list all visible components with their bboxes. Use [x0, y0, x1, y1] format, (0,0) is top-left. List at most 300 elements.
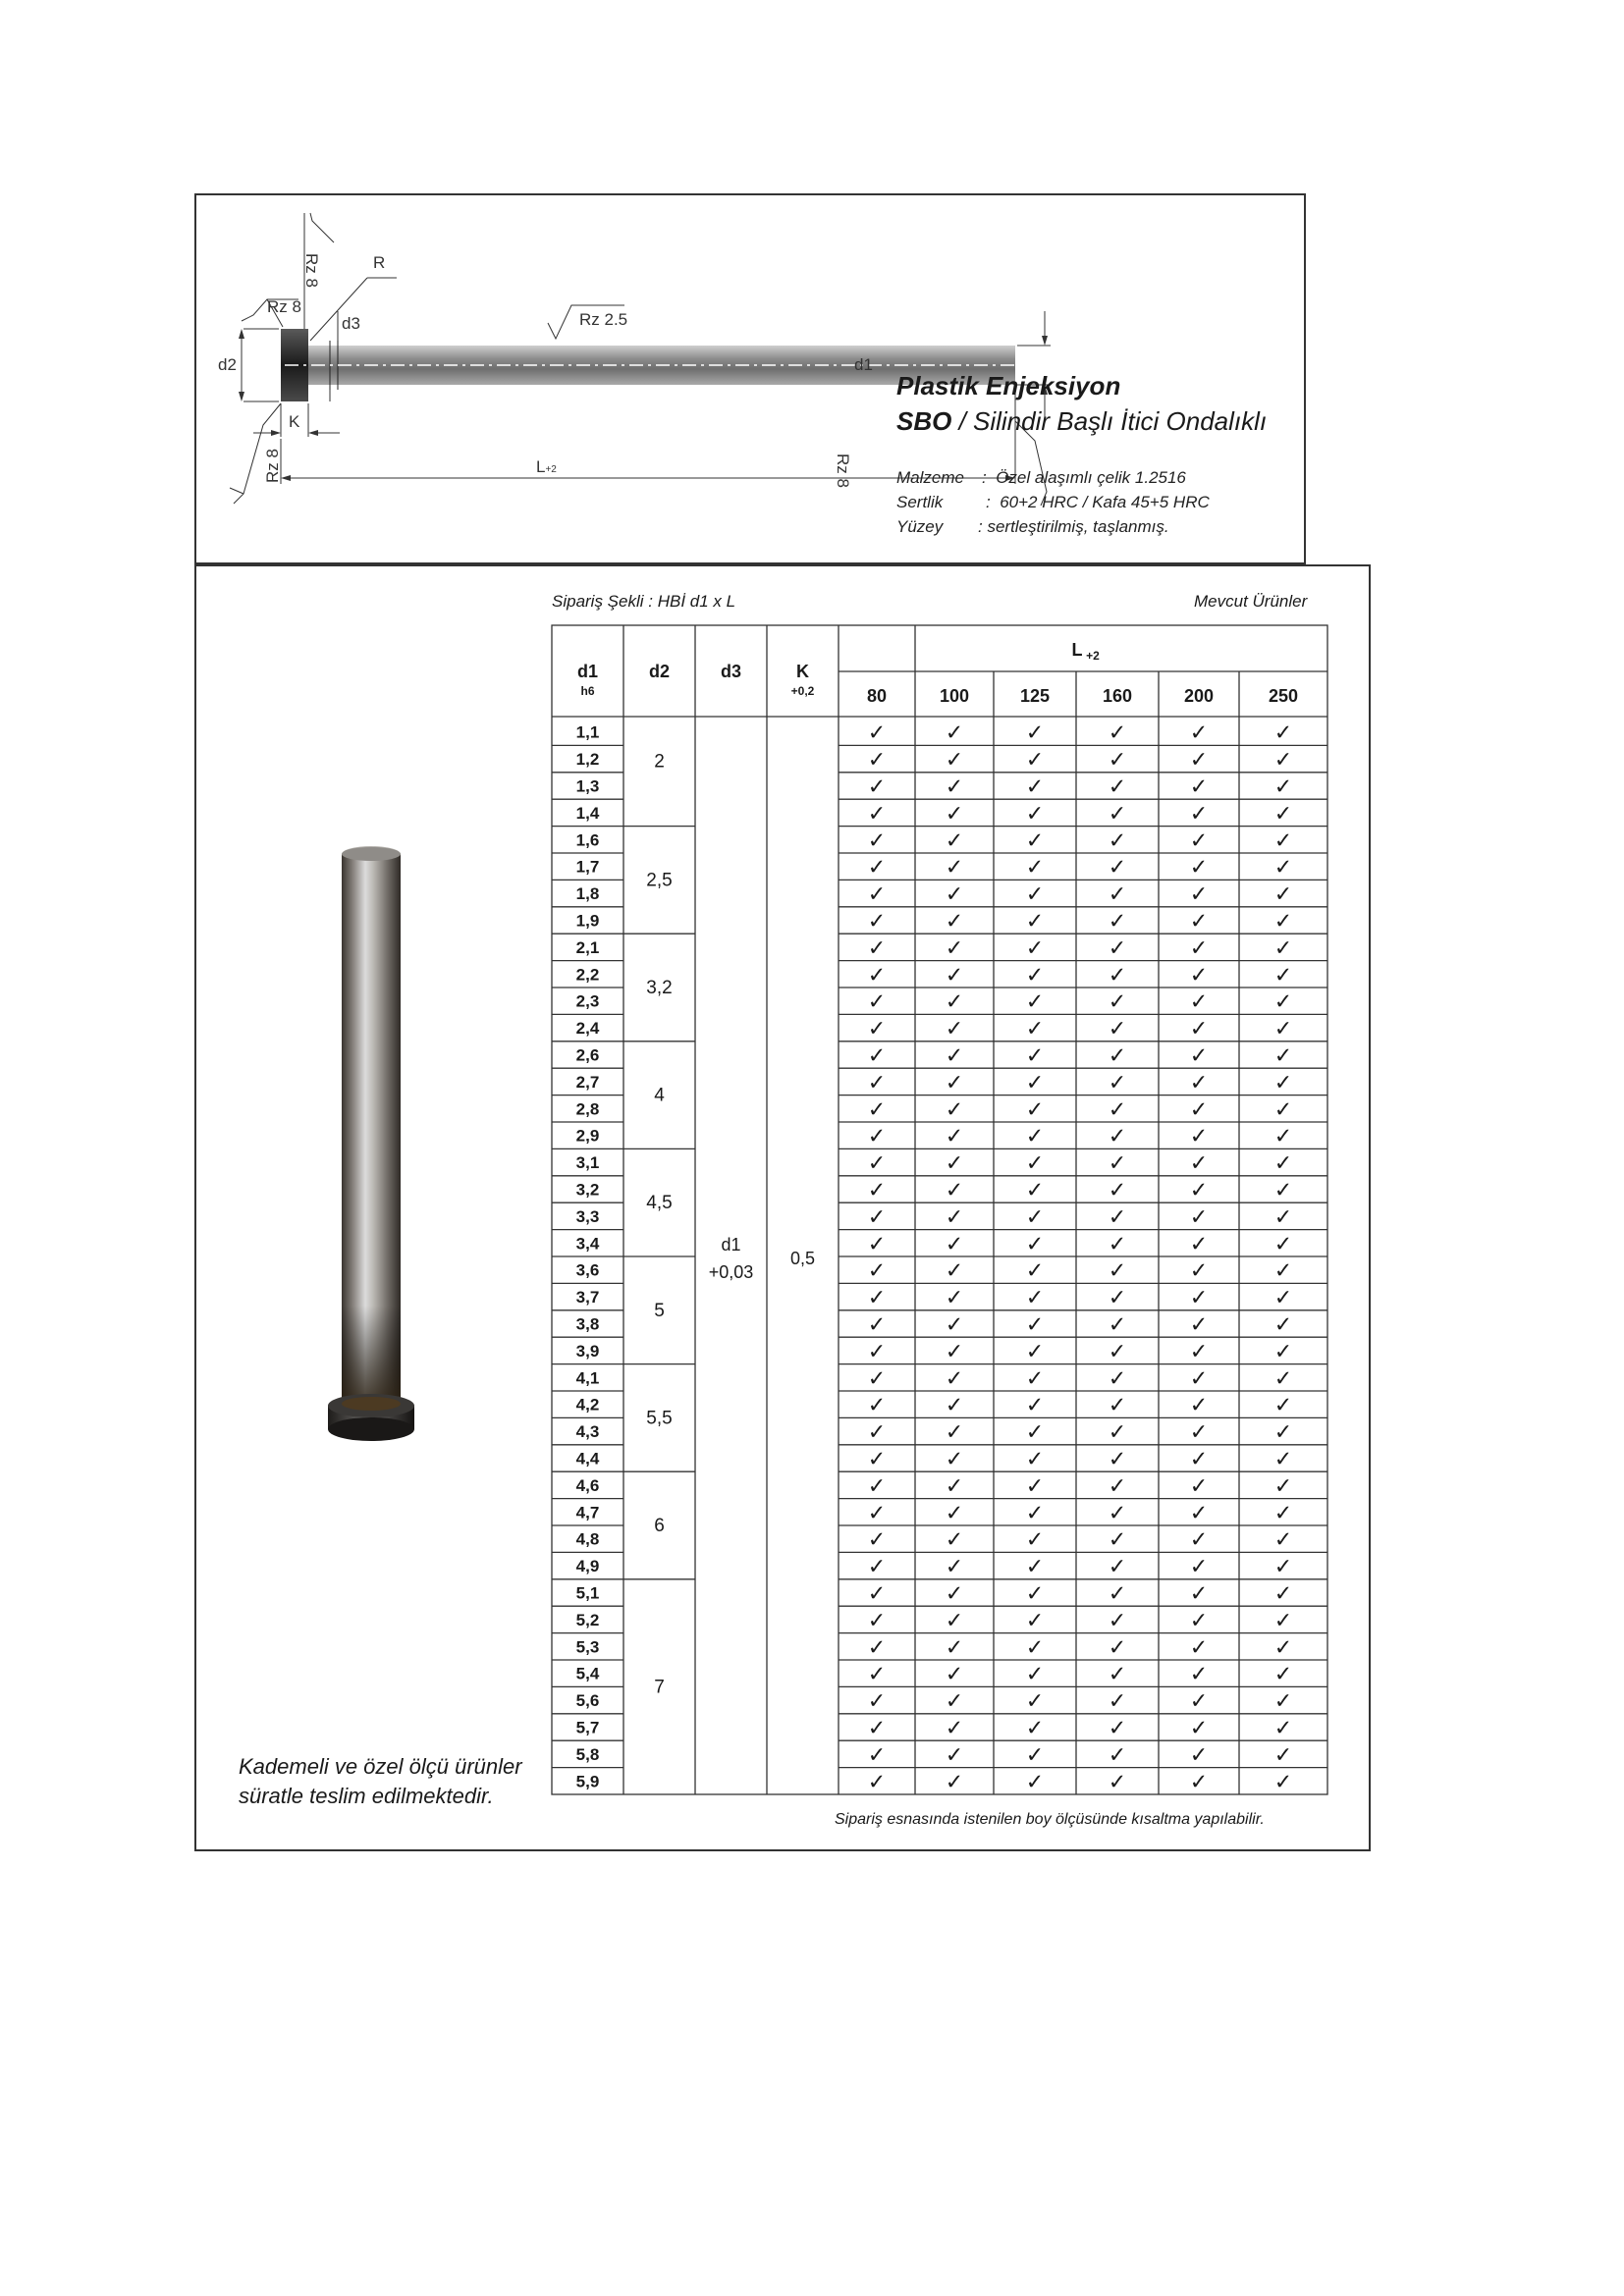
d1-value: 2,6 — [575, 1045, 600, 1065]
availability-check: ✓ — [1273, 1257, 1293, 1283]
availability-check: ✓ — [1025, 988, 1045, 1014]
d3-label: d3 — [342, 314, 360, 333]
availability-check: ✓ — [945, 1500, 964, 1525]
availability-check: ✓ — [1189, 908, 1209, 934]
product-name: SBO / Silindir Başlı İtici Ondalıklı — [896, 406, 1268, 436]
availability-check: ✓ — [1108, 1203, 1127, 1229]
availability-check: ✓ — [1025, 1526, 1045, 1552]
availability-check: ✓ — [945, 1634, 964, 1660]
availability-check: ✓ — [867, 774, 887, 799]
availability-check: ✓ — [1273, 1580, 1293, 1606]
availability-check: ✓ — [867, 988, 887, 1014]
k-label: K — [289, 412, 300, 431]
availability-check: ✓ — [1273, 1607, 1293, 1632]
availability-check: ✓ — [1189, 1392, 1209, 1417]
availability-check: ✓ — [867, 854, 887, 880]
d1-value: 4,3 — [575, 1422, 600, 1442]
availability-check: ✓ — [867, 1042, 887, 1068]
availability-check: ✓ — [1273, 1096, 1293, 1122]
availability-check: ✓ — [1108, 1419, 1127, 1445]
spec-hardness-label: Sertlik — [896, 493, 944, 511]
d2-value: 3,2 — [646, 978, 673, 998]
d1-value: 4,6 — [575, 1475, 600, 1495]
availability-check: ✓ — [1189, 1688, 1209, 1714]
availability-check: ✓ — [1189, 747, 1209, 773]
availability-check: ✓ — [1108, 1150, 1127, 1176]
availability-check: ✓ — [945, 1203, 964, 1229]
stock-label: Mevcut Ürünler — [1194, 592, 1308, 611]
rz-head-side-label: Rz 8 — [267, 297, 301, 316]
availability-check: ✓ — [867, 1285, 887, 1310]
availability-check: ✓ — [1025, 1392, 1045, 1417]
availability-check: ✓ — [1108, 934, 1127, 960]
availability-check: ✓ — [867, 1150, 887, 1176]
availability-check: ✓ — [945, 1392, 964, 1417]
availability-check: ✓ — [945, 1069, 964, 1095]
d1-value: 3,7 — [575, 1288, 600, 1308]
availability-check: ✓ — [945, 1472, 964, 1498]
availability-check: ✓ — [945, 1016, 964, 1041]
availability-check: ✓ — [1025, 1203, 1045, 1229]
d1-value: 2,9 — [575, 1126, 600, 1146]
spec-surface-value: : sertleştirilmiş, taşlanmış. — [978, 517, 1169, 536]
d2-value: 4 — [654, 1085, 665, 1106]
availability-check: ✓ — [1025, 1177, 1045, 1202]
availability-check: ✓ — [867, 1096, 887, 1122]
availability-check: ✓ — [1273, 908, 1293, 934]
availability-check: ✓ — [1273, 1769, 1293, 1794]
availability-check: ✓ — [945, 1123, 964, 1148]
availability-check: ✓ — [1108, 1580, 1127, 1606]
availability-check: ✓ — [1025, 1741, 1045, 1767]
availability-check: ✓ — [945, 1661, 964, 1686]
availability-check: ✓ — [1108, 1661, 1127, 1686]
availability-check: ✓ — [1189, 828, 1209, 853]
availability-check: ✓ — [1189, 1419, 1209, 1445]
rz-head-bottom-label: Rz 8 — [263, 449, 282, 483]
availability-check: ✓ — [945, 908, 964, 934]
availability-check: ✓ — [867, 1526, 887, 1552]
availability-check: ✓ — [1273, 1150, 1293, 1176]
availability-check: ✓ — [867, 1177, 887, 1202]
availability-check: ✓ — [1273, 1472, 1293, 1498]
availability-check: ✓ — [1189, 1096, 1209, 1122]
availability-check: ✓ — [1273, 1392, 1293, 1417]
availability-check: ✓ — [1025, 774, 1045, 799]
availability-check: ✓ — [867, 934, 887, 960]
availability-check: ✓ — [1108, 828, 1127, 853]
availability-check: ✓ — [1025, 908, 1045, 934]
availability-check: ✓ — [1108, 1365, 1127, 1391]
availability-check: ✓ — [1189, 934, 1209, 960]
availability-check: ✓ — [1108, 1472, 1127, 1498]
availability-check: ✓ — [1189, 854, 1209, 880]
availability-check: ✓ — [1189, 1338, 1209, 1363]
availability-check: ✓ — [1273, 1500, 1293, 1525]
header-length-125: 125 — [1019, 686, 1051, 706]
d1-value: 5,9 — [575, 1772, 600, 1791]
availability-check: ✓ — [945, 1688, 964, 1714]
header-k: K — [796, 662, 809, 681]
header-length-160: 160 — [1102, 686, 1133, 706]
availability-check: ✓ — [1108, 1042, 1127, 1068]
availability-check: ✓ — [1189, 720, 1209, 745]
header-length-200: 200 — [1183, 686, 1215, 706]
availability-check: ✓ — [1273, 1715, 1293, 1740]
availability-check: ✓ — [1025, 934, 1045, 960]
d1-label: d1 — [854, 355, 873, 374]
availability-check: ✓ — [945, 988, 964, 1014]
d1-value: 3,9 — [575, 1341, 600, 1361]
availability-check: ✓ — [1025, 1231, 1045, 1256]
availability-check: ✓ — [1189, 1500, 1209, 1525]
availability-check: ✓ — [1025, 1365, 1045, 1391]
k-value: 0,5 — [789, 1249, 816, 1268]
availability-check: ✓ — [1273, 1203, 1293, 1229]
availability-check: ✓ — [945, 1311, 964, 1337]
availability-check: ✓ — [1189, 1177, 1209, 1202]
header-d1-sub: h6 — [580, 684, 595, 698]
d3-value: d1 — [721, 1235, 741, 1255]
availability-check: ✓ — [867, 1123, 887, 1148]
availability-check: ✓ — [1025, 1580, 1045, 1606]
d1-value: 2,3 — [575, 991, 600, 1011]
availability-check: ✓ — [867, 1392, 887, 1417]
availability-check: ✓ — [945, 1769, 964, 1794]
availability-check: ✓ — [1108, 1526, 1127, 1552]
special-note-line-2: süratle teslim edilmektedir. — [239, 1784, 494, 1808]
availability-check: ✓ — [1108, 1069, 1127, 1095]
radius-label: R — [373, 253, 386, 272]
header-d1: d1 — [576, 662, 599, 681]
availability-check: ✓ — [945, 1150, 964, 1176]
availability-check: ✓ — [1273, 1634, 1293, 1660]
d1-value: 4,7 — [575, 1503, 600, 1522]
availability-check: ✓ — [1108, 1741, 1127, 1767]
d1-value: 3,2 — [575, 1180, 600, 1200]
availability-check: ✓ — [1025, 1123, 1045, 1148]
d1-value: 1,6 — [575, 830, 600, 850]
availability-check: ✓ — [867, 1500, 887, 1525]
d1-value: 1,9 — [575, 911, 600, 931]
d1-value: 5,2 — [575, 1610, 600, 1629]
availability-check: ✓ — [1189, 1016, 1209, 1041]
d1-value: 4,8 — [575, 1529, 600, 1549]
availability-check: ✓ — [867, 962, 887, 988]
availability-check: ✓ — [1108, 1285, 1127, 1310]
d2-value: 7 — [654, 1677, 665, 1698]
availability-check: ✓ — [1025, 1634, 1045, 1660]
availability-check: ✓ — [867, 1769, 887, 1794]
availability-check: ✓ — [1273, 881, 1293, 907]
availability-check: ✓ — [1273, 1177, 1293, 1202]
availability-check: ✓ — [1108, 747, 1127, 773]
availability-check: ✓ — [1025, 1285, 1045, 1310]
availability-check: ✓ — [1189, 1203, 1209, 1229]
d1-value: 5,1 — [575, 1583, 600, 1603]
availability-check: ✓ — [867, 1688, 887, 1714]
availability-check: ✓ — [867, 1634, 887, 1660]
availability-check: ✓ — [1108, 720, 1127, 745]
d1-value: 1,4 — [575, 803, 600, 823]
availability-check: ✓ — [1108, 1634, 1127, 1660]
special-note-line-1: Kademeli ve özel ölçü ürünler — [239, 1754, 522, 1779]
availability-check: ✓ — [867, 1554, 887, 1579]
availability-check: ✓ — [1025, 1500, 1045, 1525]
availability-check: ✓ — [867, 1231, 887, 1256]
availability-check: ✓ — [867, 881, 887, 907]
availability-check: ✓ — [945, 1231, 964, 1256]
availability-check: ✓ — [1189, 1446, 1209, 1471]
rz-end-label: Rz 8 — [834, 454, 852, 488]
availability-check: ✓ — [867, 908, 887, 934]
availability-check: ✓ — [945, 1607, 964, 1632]
availability-check: ✓ — [1273, 988, 1293, 1014]
availability-check: ✓ — [1108, 881, 1127, 907]
availability-check: ✓ — [1189, 1069, 1209, 1095]
availability-check: ✓ — [1273, 800, 1293, 826]
availability-check: ✓ — [1189, 1661, 1209, 1686]
availability-check: ✓ — [1273, 1338, 1293, 1363]
availability-check: ✓ — [867, 1607, 887, 1632]
availability-check: ✓ — [1189, 800, 1209, 826]
availability-check: ✓ — [1273, 1365, 1293, 1391]
d2-value: 6 — [654, 1516, 665, 1536]
d1-value: 5,6 — [575, 1691, 600, 1711]
rz-head-top-label: Rz 8 — [302, 253, 321, 288]
availability-check: ✓ — [1108, 1688, 1127, 1714]
header-d3: d3 — [720, 662, 742, 681]
availability-check: ✓ — [1025, 1042, 1045, 1068]
availability-check: ✓ — [945, 1285, 964, 1310]
availability-check: ✓ — [1273, 1526, 1293, 1552]
availability-check: ✓ — [1025, 1715, 1045, 1740]
header-length-80: 80 — [866, 686, 888, 706]
availability-check: ✓ — [1025, 720, 1045, 745]
availability-check: ✓ — [1025, 1688, 1045, 1714]
d1-value: 3,4 — [575, 1234, 600, 1254]
availability-check: ✓ — [1273, 1231, 1293, 1256]
availability-check: ✓ — [1189, 1634, 1209, 1660]
availability-check: ✓ — [1189, 1285, 1209, 1310]
availability-check: ✓ — [1108, 1123, 1127, 1148]
availability-check: ✓ — [1108, 908, 1127, 934]
availability-check: ✓ — [867, 800, 887, 826]
d1-value: 1,8 — [575, 884, 600, 904]
availability-check: ✓ — [1189, 881, 1209, 907]
availability-check: ✓ — [945, 1338, 964, 1363]
availability-check: ✓ — [1273, 1446, 1293, 1471]
spec-hardness-value: : 60+2 HRC / Kafa 45+5 HRC — [986, 493, 1210, 511]
availability-check: ✓ — [1108, 1500, 1127, 1525]
availability-check: ✓ — [1189, 1042, 1209, 1068]
availability-check: ✓ — [1273, 1688, 1293, 1714]
d1-value: 4,9 — [575, 1557, 600, 1576]
availability-check: ✓ — [1108, 1607, 1127, 1632]
availability-check: ✓ — [1025, 854, 1045, 880]
availability-check: ✓ — [1189, 1607, 1209, 1632]
d2-label: d2 — [218, 355, 237, 374]
availability-check: ✓ — [1025, 1016, 1045, 1041]
availability-check: ✓ — [1273, 828, 1293, 853]
availability-check: ✓ — [1108, 1769, 1127, 1794]
availability-check: ✓ — [1273, 1285, 1293, 1310]
availability-check: ✓ — [1108, 800, 1127, 826]
availability-check: ✓ — [945, 1365, 964, 1391]
availability-check: ✓ — [867, 828, 887, 853]
d2-value: 2 — [654, 751, 665, 773]
d1-value: 5,3 — [575, 1637, 600, 1657]
availability-check: ✓ — [945, 1580, 964, 1606]
availability-check: ✓ — [1273, 962, 1293, 988]
length-label: L+2 — [536, 457, 557, 476]
availability-check: ✓ — [945, 1419, 964, 1445]
availability-check: ✓ — [1025, 828, 1045, 853]
availability-check: ✓ — [945, 828, 964, 853]
availability-check: ✓ — [867, 1661, 887, 1686]
availability-check: ✓ — [1025, 800, 1045, 826]
availability-check: ✓ — [1273, 1016, 1293, 1041]
availability-check: ✓ — [1025, 1311, 1045, 1337]
availability-check: ✓ — [1108, 1554, 1127, 1579]
availability-check: ✓ — [1189, 1311, 1209, 1337]
availability-check: ✓ — [1189, 1526, 1209, 1552]
availability-check: ✓ — [867, 1580, 887, 1606]
availability-check: ✓ — [1025, 1769, 1045, 1794]
d1-value: 3,3 — [575, 1206, 600, 1226]
availability-check: ✓ — [945, 774, 964, 799]
availability-check: ✓ — [1108, 1338, 1127, 1363]
d1-value: 4,4 — [575, 1449, 600, 1468]
availability-check: ✓ — [1189, 1715, 1209, 1740]
availability-check: ✓ — [1025, 1096, 1045, 1122]
availability-check: ✓ — [1108, 1392, 1127, 1417]
availability-check: ✓ — [1025, 962, 1045, 988]
availability-check: ✓ — [1189, 774, 1209, 799]
availability-check: ✓ — [867, 1069, 887, 1095]
availability-check: ✓ — [945, 1741, 964, 1767]
availability-check: ✓ — [945, 800, 964, 826]
availability-check: ✓ — [867, 1311, 887, 1337]
availability-check: ✓ — [1108, 1016, 1127, 1041]
spec-material-value: : Özel alaşımlı çelik 1.2516 — [982, 468, 1186, 487]
availability-check: ✓ — [1189, 988, 1209, 1014]
availability-check: ✓ — [1273, 720, 1293, 745]
availability-check: ✓ — [867, 1472, 887, 1498]
d1-value: 4,1 — [575, 1368, 600, 1388]
availability-check: ✓ — [1273, 1419, 1293, 1445]
d1-value: 3,8 — [575, 1314, 600, 1334]
availability-check: ✓ — [945, 1042, 964, 1068]
availability-check: ✓ — [867, 747, 887, 773]
availability-check: ✓ — [867, 1016, 887, 1041]
availability-check: ✓ — [1108, 1177, 1127, 1202]
availability-check: ✓ — [1025, 1446, 1045, 1471]
availability-check: ✓ — [1189, 1123, 1209, 1148]
d1-value: 4,2 — [575, 1395, 600, 1415]
product-title: Plastik Enjeksiyon — [896, 371, 1121, 400]
rz-shaft-label: Rz 2.5 — [579, 310, 628, 329]
d1-value: 1,1 — [575, 722, 600, 742]
availability-check: ✓ — [945, 962, 964, 988]
availability-check: ✓ — [1273, 1311, 1293, 1337]
availability-check: ✓ — [1108, 988, 1127, 1014]
availability-check: ✓ — [1025, 1257, 1045, 1283]
header-d2: d2 — [648, 662, 671, 681]
d1-value: 5,4 — [575, 1664, 600, 1683]
header-length-100: 100 — [939, 686, 970, 706]
order-format: Sipariş Şekli : HBİ d1 x L — [552, 592, 736, 611]
availability-check: ✓ — [1189, 962, 1209, 988]
d1-value: 3,1 — [575, 1153, 600, 1173]
availability-check: ✓ — [1025, 1661, 1045, 1686]
availability-check: ✓ — [945, 881, 964, 907]
d2-value: 5,5 — [646, 1408, 673, 1429]
availability-check: ✓ — [1273, 1554, 1293, 1579]
availability-check: ✓ — [1189, 1472, 1209, 1498]
availability-check: ✓ — [1273, 1069, 1293, 1095]
availability-check: ✓ — [1108, 854, 1127, 880]
availability-check: ✓ — [945, 934, 964, 960]
availability-check: ✓ — [1108, 1096, 1127, 1122]
availability-check: ✓ — [1025, 1554, 1045, 1579]
spec-material-label: Malzeme — [896, 468, 964, 487]
d2-value: 5 — [654, 1300, 665, 1321]
availability-check: ✓ — [1025, 747, 1045, 773]
availability-check: ✓ — [867, 1419, 887, 1445]
availability-check: ✓ — [1108, 962, 1127, 988]
d1-value: 5,8 — [575, 1744, 600, 1764]
availability-check: ✓ — [1273, 854, 1293, 880]
availability-check: ✓ — [1108, 774, 1127, 799]
d2-value: 2,5 — [646, 870, 673, 891]
spec-surface-label: Yüzey — [896, 517, 944, 536]
availability-check: ✓ — [867, 1257, 887, 1283]
availability-check: ✓ — [945, 1096, 964, 1122]
d3-tolerance: +0,03 — [708, 1262, 754, 1282]
availability-check: ✓ — [867, 720, 887, 745]
availability-check: ✓ — [945, 1257, 964, 1283]
availability-check: ✓ — [1189, 1150, 1209, 1176]
availability-check: ✓ — [945, 1715, 964, 1740]
availability-check: ✓ — [867, 1365, 887, 1391]
availability-check: ✓ — [1189, 1231, 1209, 1256]
availability-check: ✓ — [1189, 1580, 1209, 1606]
product-description: Silindir Başlı İtici Ondalıklı — [973, 406, 1268, 436]
d1-value: 1,3 — [575, 776, 600, 796]
availability-check: ✓ — [945, 1526, 964, 1552]
availability-check: ✓ — [1273, 1741, 1293, 1767]
header-l: L — [1071, 640, 1083, 660]
d1-value: 5,7 — [575, 1718, 600, 1737]
d2-value: 4,5 — [646, 1193, 673, 1214]
availability-check: ✓ — [1273, 747, 1293, 773]
availability-check: ✓ — [945, 1177, 964, 1202]
availability-check: ✓ — [1108, 1311, 1127, 1337]
availability-check: ✓ — [945, 1554, 964, 1579]
product-code: SBO — [896, 406, 952, 436]
availability-check: ✓ — [1108, 1231, 1127, 1256]
availability-check: ✓ — [1025, 881, 1045, 907]
availability-check: ✓ — [1025, 1419, 1045, 1445]
availability-check: ✓ — [1025, 1069, 1045, 1095]
header-length-250: 250 — [1268, 686, 1299, 706]
d1-value: 2,8 — [575, 1099, 600, 1119]
availability-check: ✓ — [1273, 1661, 1293, 1686]
availability-check: ✓ — [1189, 1365, 1209, 1391]
d1-value: 3,6 — [575, 1260, 600, 1280]
availability-check: ✓ — [1108, 1257, 1127, 1283]
